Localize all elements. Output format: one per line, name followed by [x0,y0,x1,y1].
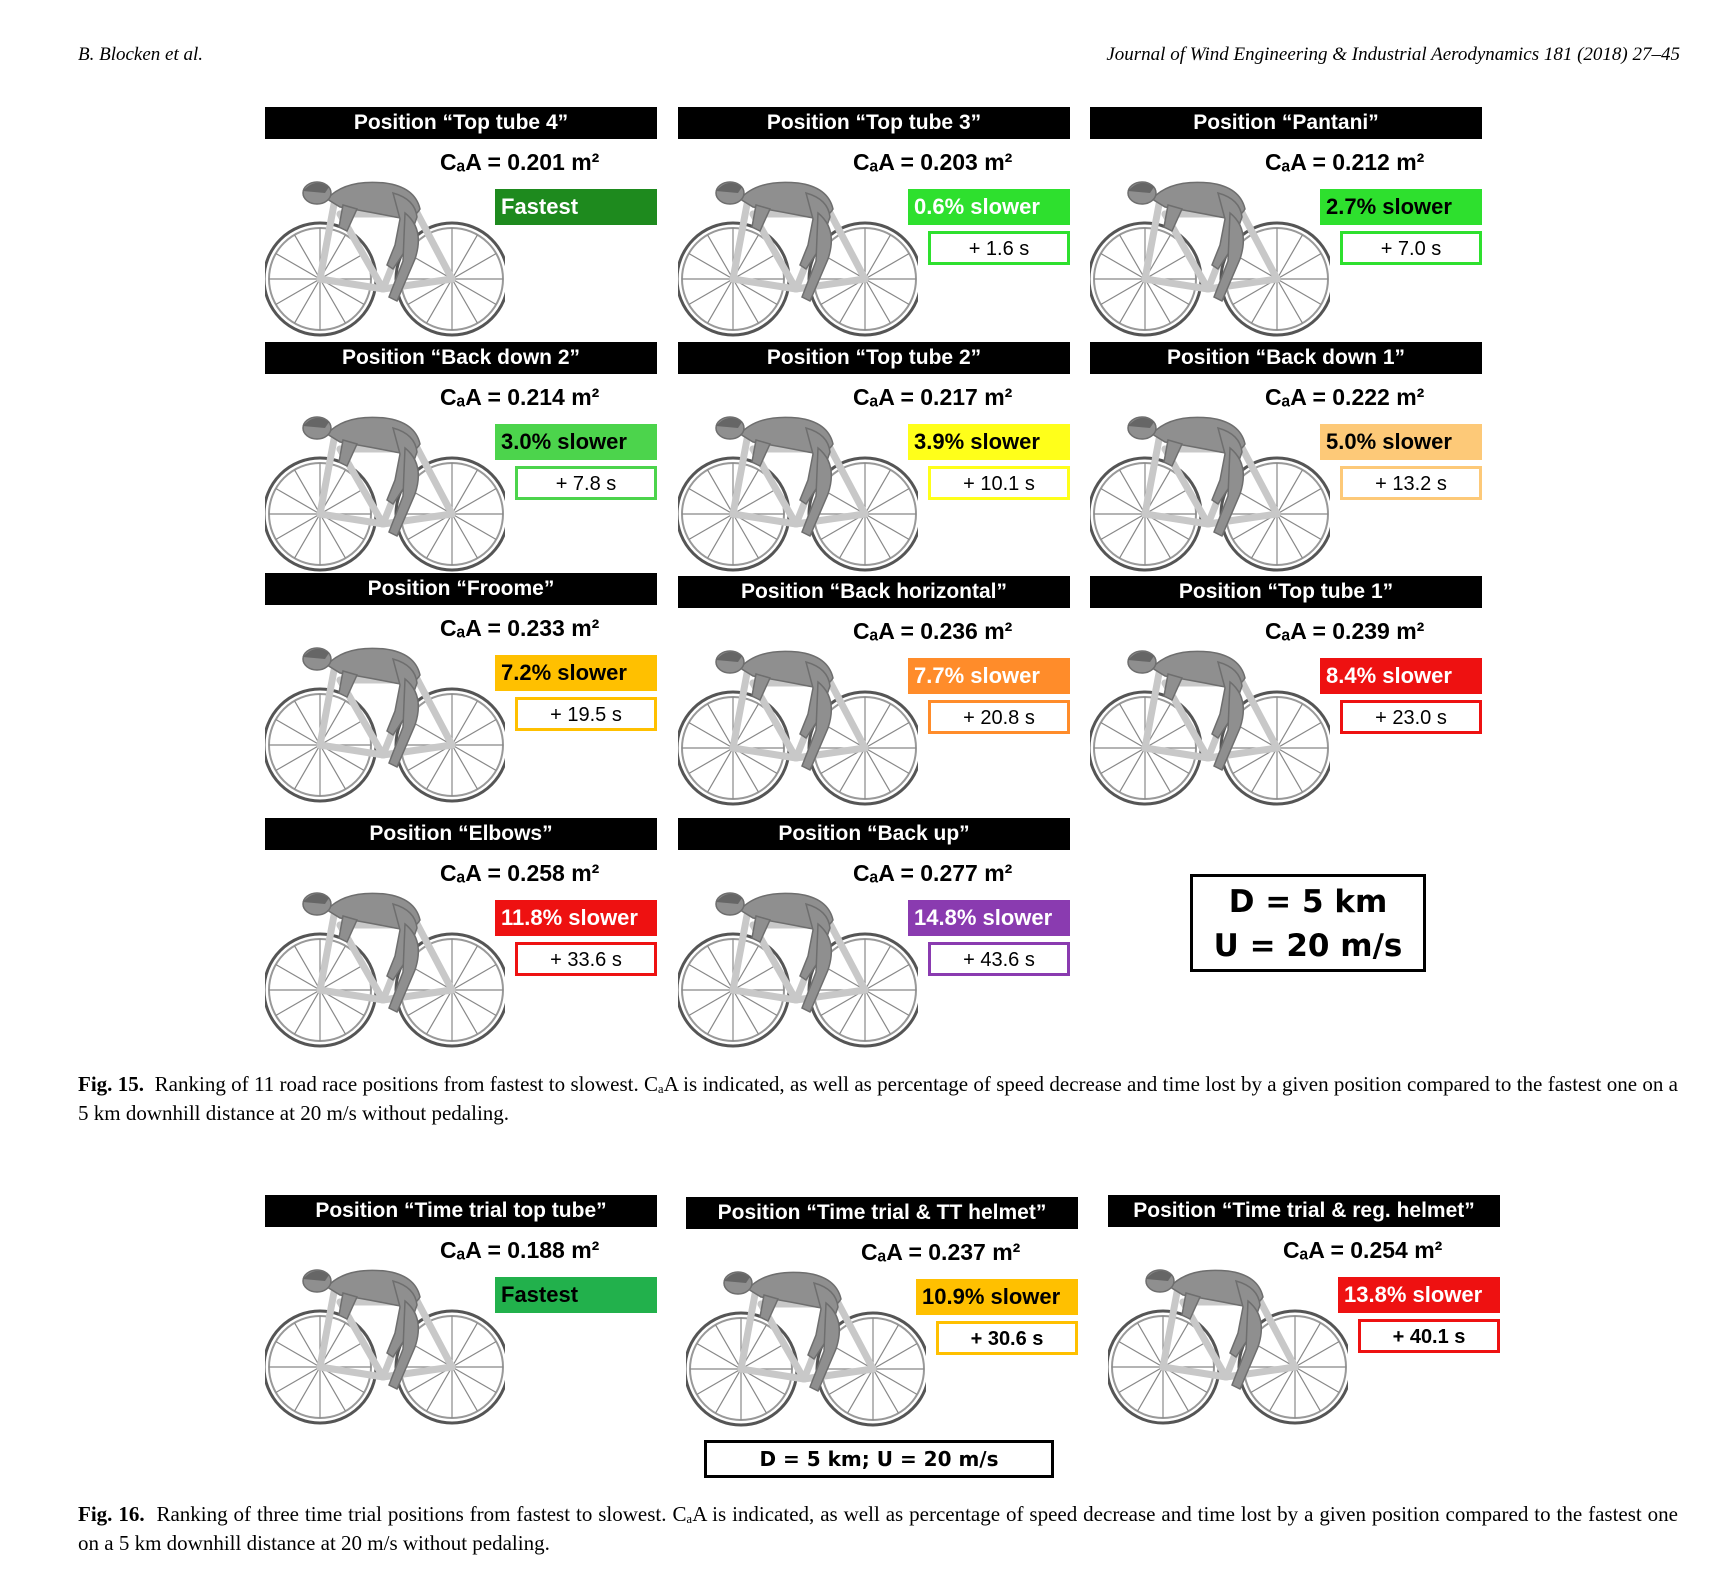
fig15-speed-rank-badge: 11.8% slower [495,900,657,936]
fig15-cda-value: CₐA = 0.236 m² [853,618,1013,644]
fig15-position-panel [1090,576,1490,808]
cyclist-illustration [265,635,505,805]
fig15-time-lost: + 13.2 s [1340,466,1482,500]
fig15-position-title: Position “Froome” [265,573,657,605]
fig16-position-panel [1108,1195,1508,1427]
fig16-cda-value: CₐA = 0.188 m² [440,1237,600,1263]
fig15-position-title: Position “Back horizontal” [678,576,1070,608]
fig16-caption-label: Fig. 16. [78,1502,145,1526]
fig15-cda-value: CₐA = 0.201 m² [440,149,600,175]
fig15-time-lost: + 33.6 s [515,942,657,976]
cyclist-illustration [1090,169,1330,339]
fig15-speed-rank-badge: 7.7% slower [908,658,1070,694]
fig16-position-title: Position “Time trial & TT helmet” [686,1197,1078,1229]
fig15-position-panel [1090,107,1490,339]
fig15-cda-value: CₐA = 0.258 m² [440,860,600,886]
fig15-position-title: Position “Top tube 2” [678,342,1070,374]
fig15-cda-value: CₐA = 0.239 m² [1265,618,1425,644]
cyclist-illustration [265,169,505,339]
cyclist-illustration [265,404,505,574]
fig15-position-panel [1090,342,1490,574]
fig15-position-panel [678,107,1078,339]
fig15-speed-rank-badge: 7.2% slower [495,655,657,691]
fig16-position-panel [265,1195,665,1427]
fig15-position-panel [678,342,1078,574]
fig16-conditions-box: D = 5 km; U = 20 m/s [704,1440,1054,1478]
cyclist-illustration [1108,1257,1348,1427]
fig15-distance: D = 5 km [1228,884,1388,920]
fig15-speed-rank-badge: 14.8% slower [908,900,1070,936]
fig15-time-lost: + 7.8 s [515,466,657,500]
fig16-cda-value: CₐA = 0.237 m² [861,1239,1021,1265]
fig15-time-lost: + 23.0 s [1340,700,1482,734]
fig15-position-title: Position “Top tube 3” [678,107,1070,139]
fig15-position-title: Position “Back up” [678,818,1070,850]
fig15-speed-rank-badge: 0.6% slower [908,189,1070,225]
fig15-position-panel [678,818,1078,1050]
fig15-cda-value: CₐA = 0.217 m² [853,384,1013,410]
fig15-speed: U = 20 m/s [1213,928,1403,964]
fig15-cda-value: CₐA = 0.212 m² [1265,149,1425,175]
fig16-position-title: Position “Time trial & reg. helmet” [1108,1195,1500,1227]
fig16-speed-rank-badge: 13.8% slower [1338,1277,1500,1313]
fig15-time-lost: + 10.1 s [928,466,1070,500]
fig15-position-panel [265,107,665,339]
cyclist-illustration [1090,404,1330,574]
running-header-journal: Journal of Wind Engineering & Industrial Aerodynamics 181 (2018) 27–45 [1106,44,1680,65]
cyclist-illustration [265,1257,505,1427]
running-header-authors: B. Blocken et al. [78,44,204,65]
cyclist-illustration [678,880,918,1050]
fig16-caption [78,1500,1678,1558]
cyclist-illustration [678,169,918,339]
fig15-conditions-box [1190,874,1426,972]
fig15-cda-value: CₐA = 0.222 m² [1265,384,1425,410]
fig15-cda-value: CₐA = 0.203 m² [853,149,1013,175]
fig15-position-panel [678,576,1078,808]
fig16-position-panel [686,1197,1086,1429]
fig15-speed-rank-badge: 3.9% slower [908,424,1070,460]
fig15-time-lost: + 20.8 s [928,700,1070,734]
fig16-time-lost: + 30.6 s [936,1321,1078,1355]
fig16-caption-text: Ranking of three time trial positions from fastest to slowest. CₐA is indicated, as well as percentage of speed decrease and time lost by a given position compared to the fastest one on a 5 km downhill distance at 20 m/s without pedaling. [78,1502,1679,1555]
fig15-position-panel [265,573,665,805]
fig15-caption-text: Ranking of 11 road race positions from fastest to slowest. CₐA is indicated, as well as percentage of speed decrease and time lost by a given position compared to the fastest one on a 5 km downhill distance at 20 m/s without pedaling. [78,1072,1678,1125]
fig15-time-lost: + 1.6 s [928,231,1070,265]
fig16-time-lost: + 40.1 s [1358,1319,1500,1353]
fig16-cda-value: CₐA = 0.254 m² [1283,1237,1443,1263]
fig15-caption [78,1070,1678,1128]
cyclist-illustration [265,880,505,1050]
fig15-speed-rank-badge: 3.0% slower [495,424,657,460]
fig15-position-title: Position “Top tube 4” [265,107,657,139]
fig15-position-title: Position “Back down 2” [265,342,657,374]
fig15-cda-value: CₐA = 0.277 m² [853,860,1013,886]
cyclist-illustration [1090,638,1330,808]
fig15-speed-rank-badge: 5.0% slower [1320,424,1482,460]
fig15-position-title: Position “Top tube 1” [1090,576,1482,608]
fig16-speed-rank-badge: Fastest [495,1277,657,1313]
fig15-speed-rank-badge: Fastest [495,189,657,225]
cyclist-illustration [678,638,918,808]
fig15-caption-label: Fig. 15. [78,1072,144,1096]
fig16-speed-rank-badge: 10.9% slower [916,1279,1078,1315]
fig15-cda-value: CₐA = 0.214 m² [440,384,600,410]
fig15-time-lost: + 19.5 s [515,697,657,731]
fig16-position-title: Position “Time trial top tube” [265,1195,657,1227]
fig15-position-panel [265,818,665,1050]
fig15-position-title: Position “Pantani” [1090,107,1482,139]
cyclist-illustration [686,1259,926,1429]
fig15-time-lost: + 43.6 s [928,942,1070,976]
fig15-position-panel [265,342,665,574]
fig15-position-title: Position “Elbows” [265,818,657,850]
cyclist-illustration [678,404,918,574]
fig15-speed-rank-badge: 8.4% slower [1320,658,1482,694]
fig15-position-title: Position “Back down 1” [1090,342,1482,374]
fig15-cda-value: CₐA = 0.233 m² [440,615,600,641]
fig15-time-lost: + 7.0 s [1340,231,1482,265]
fig15-speed-rank-badge: 2.7% slower [1320,189,1482,225]
